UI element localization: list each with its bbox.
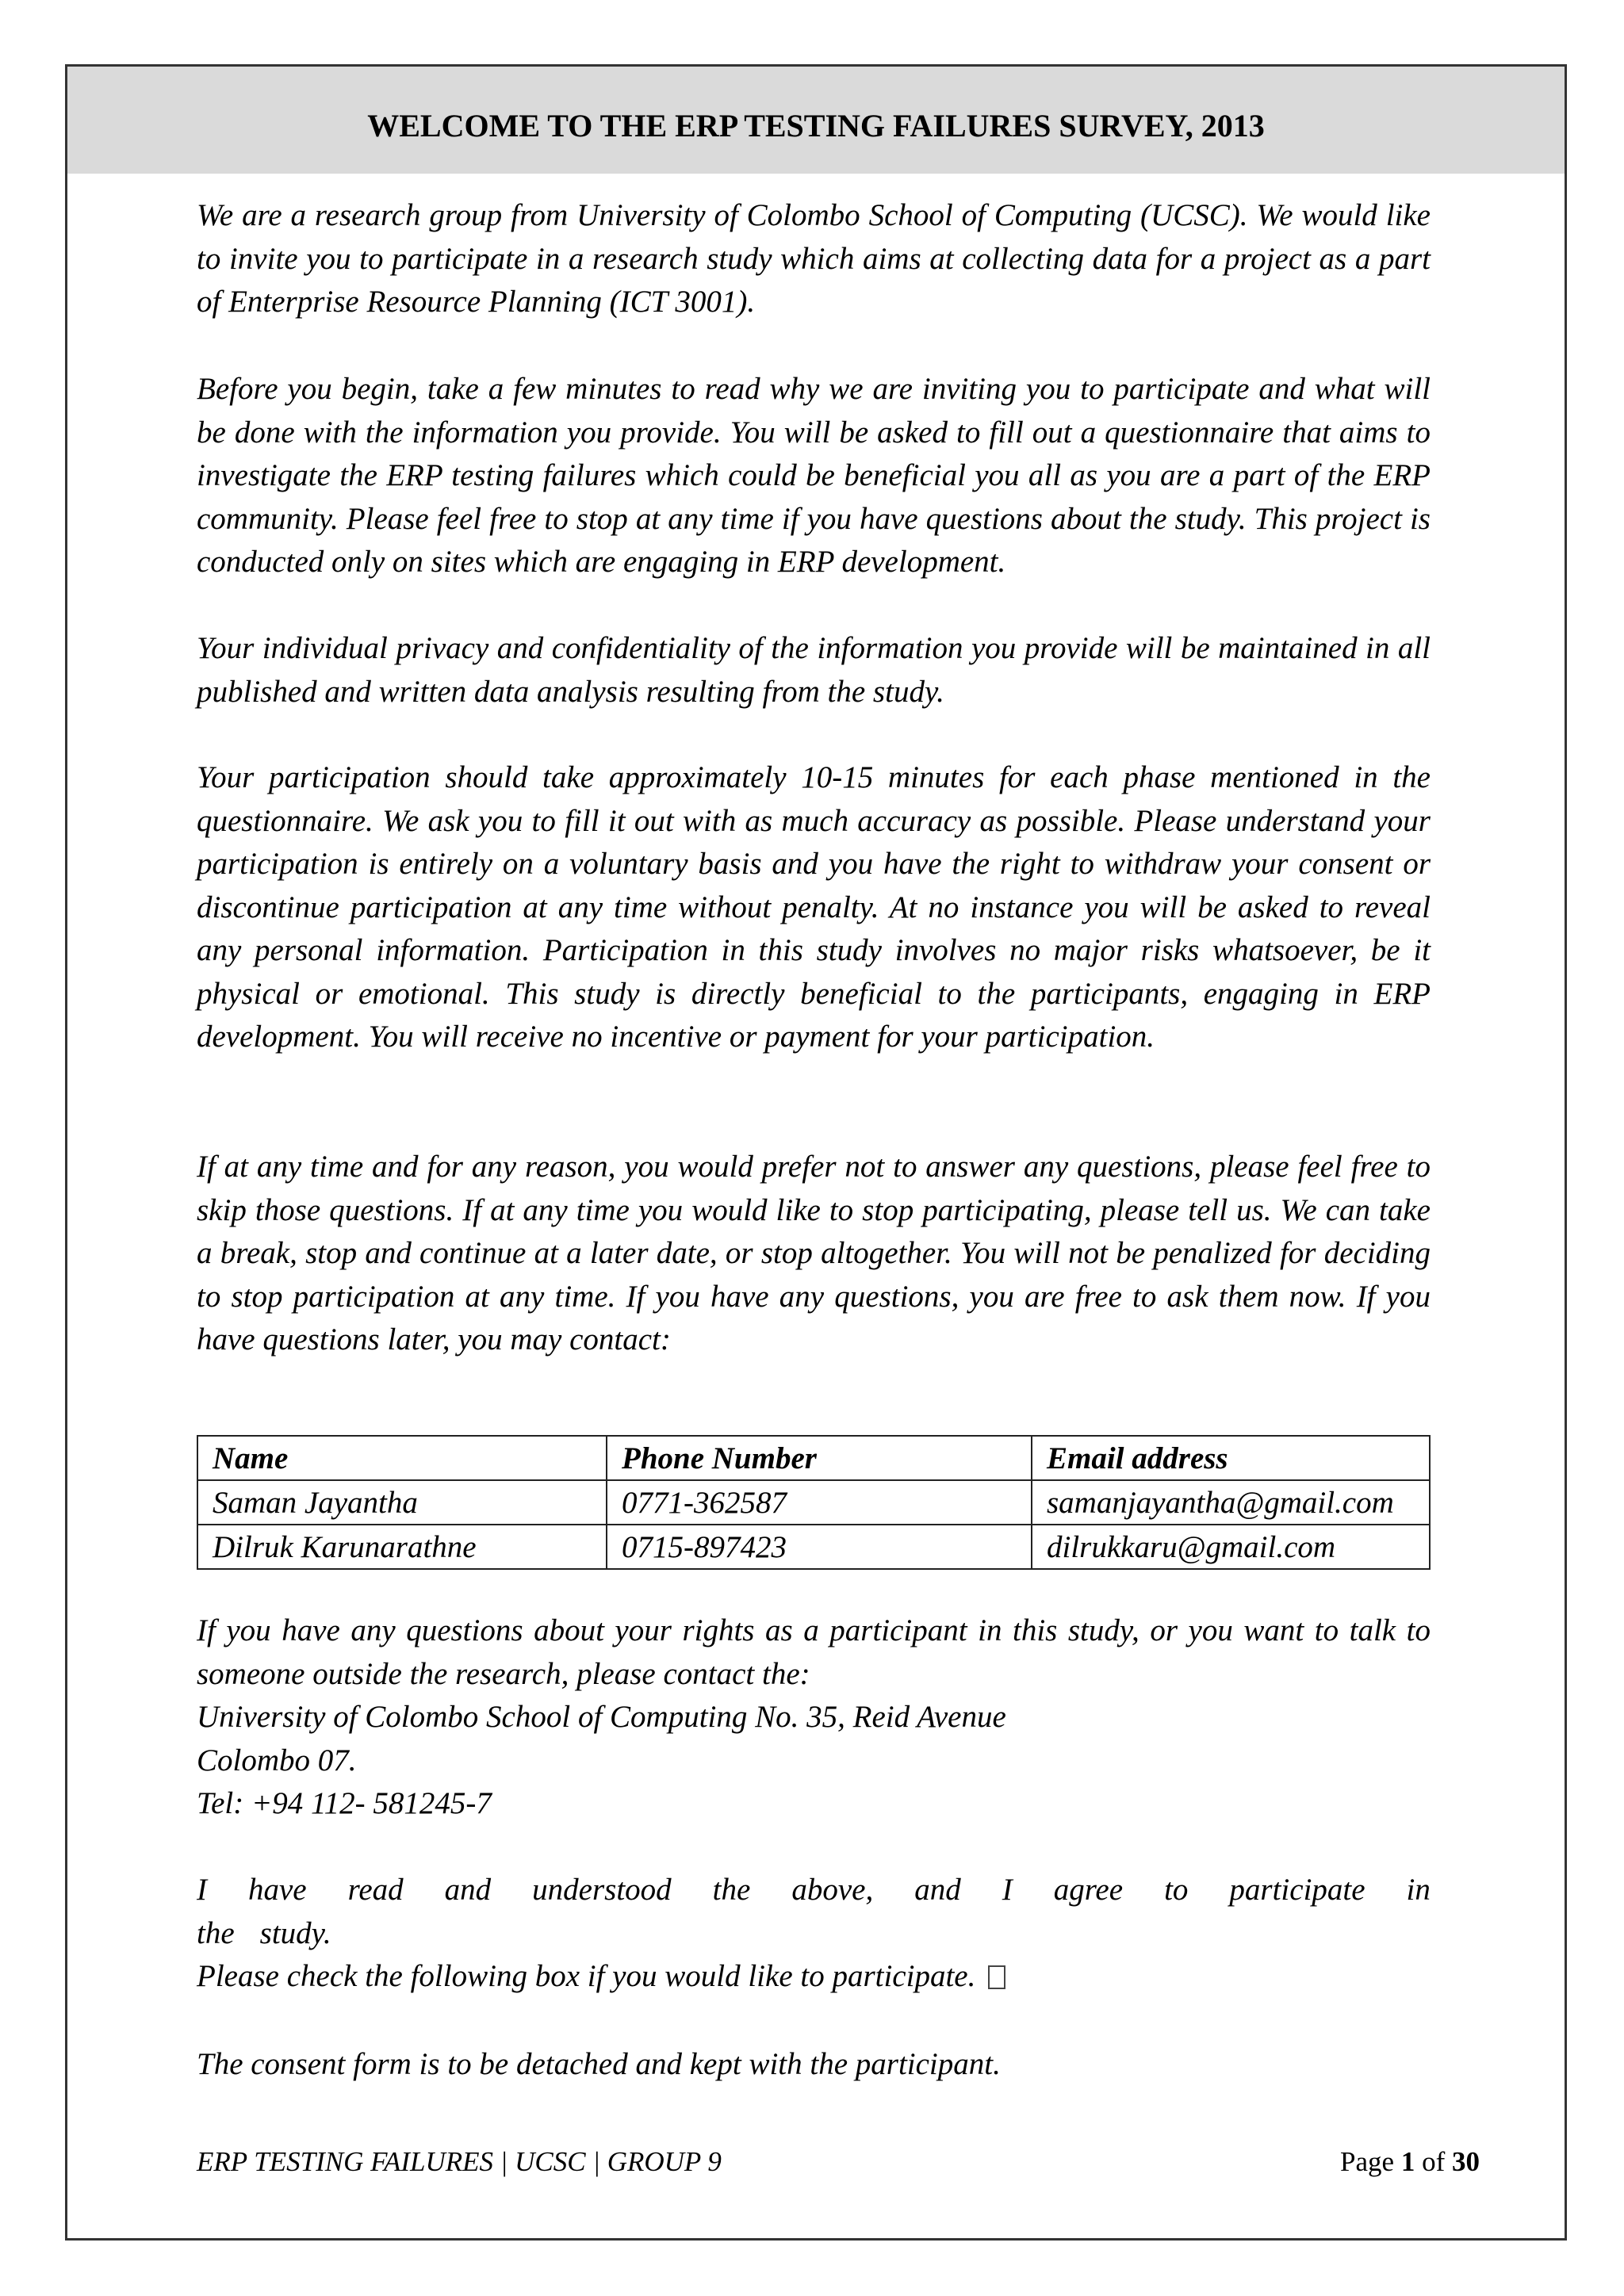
table-header-cell: Email address xyxy=(1032,1436,1430,1480)
page-number xyxy=(1340,2145,1480,2179)
agree-word: to xyxy=(1164,1873,1189,1907)
table-header-cell: Phone Number xyxy=(607,1436,1032,1480)
page-of: of xyxy=(1422,2146,1446,2177)
table-cell: 0715-897423 xyxy=(607,1525,1032,1569)
address-line-2: Colombo 07. xyxy=(197,1743,357,1777)
table-row xyxy=(197,1480,1430,1525)
table-header-cell: Name xyxy=(197,1436,607,1480)
checkbox-prompt: Please check the following box if you would like to participate. xyxy=(197,1959,976,1993)
table-cell: Dilruk Karunarathne xyxy=(197,1525,607,1569)
consent-note: The consent form is to be detached and kept with the participant. xyxy=(197,2047,1001,2081)
participate-checkbox[interactable] xyxy=(988,1965,1005,1989)
agree-word: the xyxy=(712,1873,751,1907)
agree-word: in xyxy=(1406,1873,1431,1907)
contact-block xyxy=(197,1609,1431,1826)
agree-word: read xyxy=(347,1873,404,1907)
agree-word: agree xyxy=(1053,1873,1124,1907)
table-row xyxy=(197,1525,1430,1569)
agree-word: I xyxy=(1002,1873,1013,1907)
telephone: Tel: +94 112- 581245-7 xyxy=(197,1786,492,1820)
address-line-1: University of Colombo School of Computing No. 35, Reid Avenue xyxy=(197,1700,1006,1734)
agree-word: I xyxy=(197,1873,207,1907)
agree-word: and xyxy=(444,1873,492,1907)
table-cell: 0771-362587 xyxy=(607,1480,1032,1525)
paragraph-before: Before you begin, take a few minutes to read why we are inviting you to participate and what will be done with the information you provide. You will be asked to fill out a questionnaire that aims to investigate the ERP testing failures which could be beneficial you all as you are a part of the ERP community. Please feel free to stop at any time if you have questions about the study. This project is conducted only on sites which are engaging in ERP development. xyxy=(197,372,1431,579)
agree-word: above, xyxy=(791,1873,874,1907)
page-title: WELCOME TO THE ERP TESTING FAILURES SURVEY, 2013 xyxy=(367,108,1265,144)
page-total: 30 xyxy=(1452,2146,1480,2177)
agreement-line-2 xyxy=(197,1912,1431,1956)
paragraph-privacy: Your individual privacy and confidentiality of the information you provide will be maintained in all published and written data analysis resulting from the study. xyxy=(197,631,1431,709)
agreement-line xyxy=(197,1869,1431,1912)
table-cell: samanjayantha@gmail.com xyxy=(1032,1480,1430,1525)
contacts-table xyxy=(197,1435,1431,1570)
agree-word: understood xyxy=(532,1873,672,1907)
agree-word: study. xyxy=(259,1915,331,1950)
page-word: Page xyxy=(1340,2146,1395,2177)
agree-word: and xyxy=(914,1873,961,1907)
paragraph-questions: If at any time and for any reason, you would prefer not to answer any questions, please feel free to skip those questions. If at any time you would like to stop participating, please tell us. We can take a break, stop and continue at a later date, or stop altogether. You will not be penalized for deciding to stop participation at any time. If you have any questions, you are free to ask them now. If you have questions later, you may contact: xyxy=(197,1150,1431,1357)
table-cell: Saman Jayantha xyxy=(197,1480,607,1525)
agreement-block xyxy=(197,1869,1431,1999)
agree-word: participate xyxy=(1229,1873,1365,1907)
agree-word: have xyxy=(248,1873,307,1907)
checkbox-prompt-line xyxy=(197,1955,1431,1999)
paragraph-intro: We are a research group from University of Colombo School of Computing (UCSC). We would like to invite you to participate in a research study which aims at collecting data for a project as a part of Enterprise Resource Planning (ICT 3001). xyxy=(197,198,1431,319)
rights-text: If you have any questions about your rights as a participant in this study, or you want to talk to someone outside the research, please contact the: xyxy=(197,1613,1431,1691)
table-header-row xyxy=(197,1436,1430,1480)
agree-word: the xyxy=(197,1915,235,1950)
footer-title: ERP TESTING FAILURES | UCSC | GROUP 9 xyxy=(197,2146,722,2177)
title-bar xyxy=(67,67,1565,174)
table-cell: dilrukkaru@gmail.com xyxy=(1032,1525,1430,1569)
page-current: 1 xyxy=(1400,2146,1415,2177)
paragraph-participation: Your participation should take approximately 10-15 minutes for each phase mentioned in the questionnaire. We ask you to fill it out with as much accuracy as possible. Please understand your participation is entirely on a voluntary basis and you have the right to withdraw your consent or discontinue participation at any time without penalty. At no instance you will be asked to reveal any personal information. Participation in this study involves no major risks whatsoever, be it physical or emotional. This study is directly beneficial to the participants, engaging in ERP development. You will receive no incentive or payment for your participation. xyxy=(197,760,1431,1054)
